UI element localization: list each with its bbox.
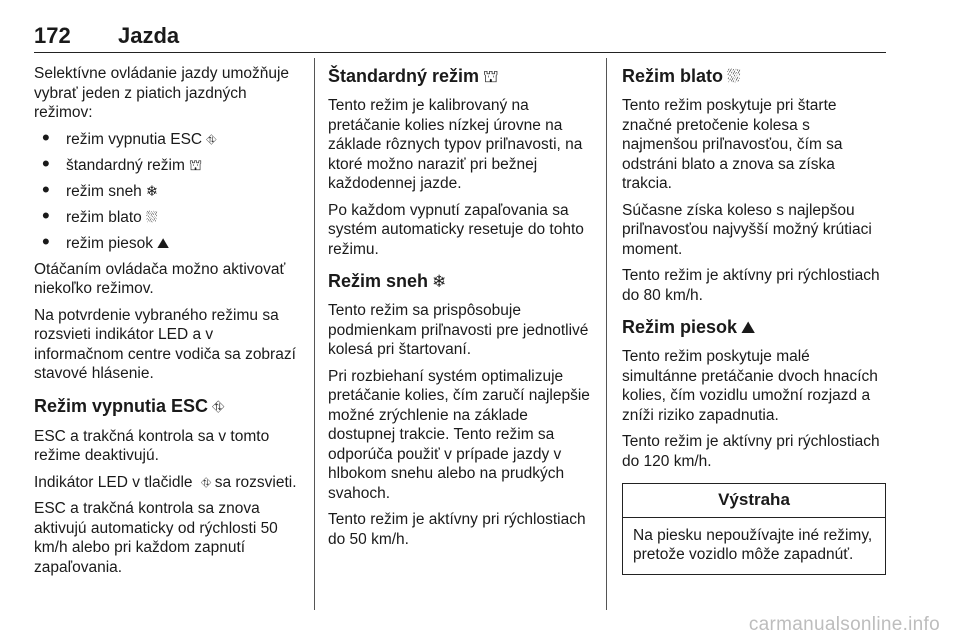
paragraph: Indikátor LED v tlačidle ⛗ sa rozsvieti. xyxy=(34,473,297,491)
list-item: • režim blato ⛆ xyxy=(34,208,304,228)
paragraph: Tento režim je aktívny pri rýchlostiach do 50 km/h. xyxy=(328,511,586,548)
section-heading-standard: Štandardný režim ⛫ xyxy=(328,64,592,89)
paragraph: ESC a trakčná kontrola sa znova aktivujú automaticky od rýchlosti 50 km/h alebo pri každom zapnutí zapaľovania. xyxy=(34,500,278,576)
paragraph: Tento režim je aktívny pri rýchlostiach do 120 km/h. xyxy=(622,433,880,470)
chapter-title: Jazda xyxy=(118,23,180,48)
snow-mode-icon: ❄ xyxy=(145,183,159,200)
mud-mode-icon: ⛆ xyxy=(727,67,741,86)
mode-list xyxy=(34,130,304,254)
warning-text: Na piesku nepoužívajte iné režimy, pretože vozidlo môže zapadnúť. xyxy=(633,526,873,563)
warning-title: Výstraha xyxy=(623,484,885,518)
esc-off-icon: ⛗ xyxy=(206,131,216,147)
section-heading-mud: Režim blato ⛆ xyxy=(622,64,886,89)
column-divider xyxy=(606,58,607,610)
standard-mode-icon: ⛫ xyxy=(483,67,499,86)
standard-mode-icon: ⛫ xyxy=(188,157,203,174)
list-item: • režim sneh ❄ xyxy=(34,182,304,202)
list-item: • režim vypnutia ESC ⛗ xyxy=(34,130,304,150)
list-item: • štandardný režim ⛫ xyxy=(34,156,304,176)
paragraph: Pri rozbiehaní systém optimalizuje pretáčanie kolies, čím zaručí najlepšie možné zrýchlenie na základe dostupnej trakcie. Tento režim sa odporúča použiť v prípade jazdy v hlbokom snehu alebo na prudkých svahoch. xyxy=(328,367,590,502)
paragraph: Na potvrdenie vybraného režimu sa rozsvieti indikátor LED a v informačnom centre vodiča sa zobrazí stavové hlásenie. xyxy=(34,306,296,382)
snow-mode-icon: ❄ xyxy=(432,272,447,291)
page-header xyxy=(34,22,886,53)
column-right xyxy=(622,64,886,575)
list-item: • režim piesok ⛰ xyxy=(34,234,304,254)
paragraph: Tento režim je kalibrovaný na pretáčanie kolies nízkej úrovne na základe rôznych typov priľnavosti, na ktoré možno naraziť pri bežnej každodennej jazde. xyxy=(328,97,583,192)
column-divider xyxy=(314,58,315,610)
sand-mode-icon: ⛰ xyxy=(741,318,756,337)
page-number: 172 xyxy=(34,23,71,48)
paragraph: Po každom vypnutí zapaľovania sa systém automaticky resetuje do tohto režimu. xyxy=(328,201,584,258)
paragraph: Otáčaním ovládača možno aktivovať niekoľko režimov. xyxy=(34,260,286,297)
section-heading-snow: Režim sneh ❄ xyxy=(328,269,592,294)
watermark: carmanualsonline.info xyxy=(748,614,940,635)
intro-text: Selektívne ovládanie jazdy umožňuje vybrať jeden z piatich jazdných režimov: xyxy=(34,65,290,121)
mud-mode-icon: ⛆ xyxy=(145,209,158,226)
paragraph: Tento režim je aktívny pri rýchlostiach do 80 km/h. xyxy=(622,267,880,304)
paragraph: Tento režim poskytuje pri štarte značné pretočenie kolesa s najmenšou priľnavosťou, čím sa odstráni blato a znova sa získa trakcia. xyxy=(622,97,843,192)
paragraph: Tento režim poskytuje malé simultánne pretáčanie dvoch hnacích kolies, čím vozidlu umožní rozjazd a zníži riziko zapadnutia. xyxy=(622,348,878,424)
section-heading-sand: Režim piesok ⛰ xyxy=(622,315,886,340)
section-heading-esc-off: Režim vypnutia ESC ⛗ xyxy=(34,394,304,420)
paragraph: ESC a trakčná kontrola sa v tomto režime deaktivujú. xyxy=(34,427,270,464)
paragraph: Súčasne získa koleso s najlepšou priľnavosťou najvyšší možný krútiaci moment. xyxy=(622,201,872,258)
esc-off-icon: ⛗ xyxy=(200,474,211,490)
warning-box xyxy=(622,483,886,575)
paragraph: Tento režim sa prispôsobuje podmienkam priľnavosti pre jednotlivé kolesá pri štartovaní. xyxy=(328,302,589,358)
column-middle xyxy=(328,64,592,556)
column-left xyxy=(34,64,304,584)
esc-off-icon: ⛗ xyxy=(212,398,224,416)
sand-mode-icon: ⛰ xyxy=(157,235,170,252)
